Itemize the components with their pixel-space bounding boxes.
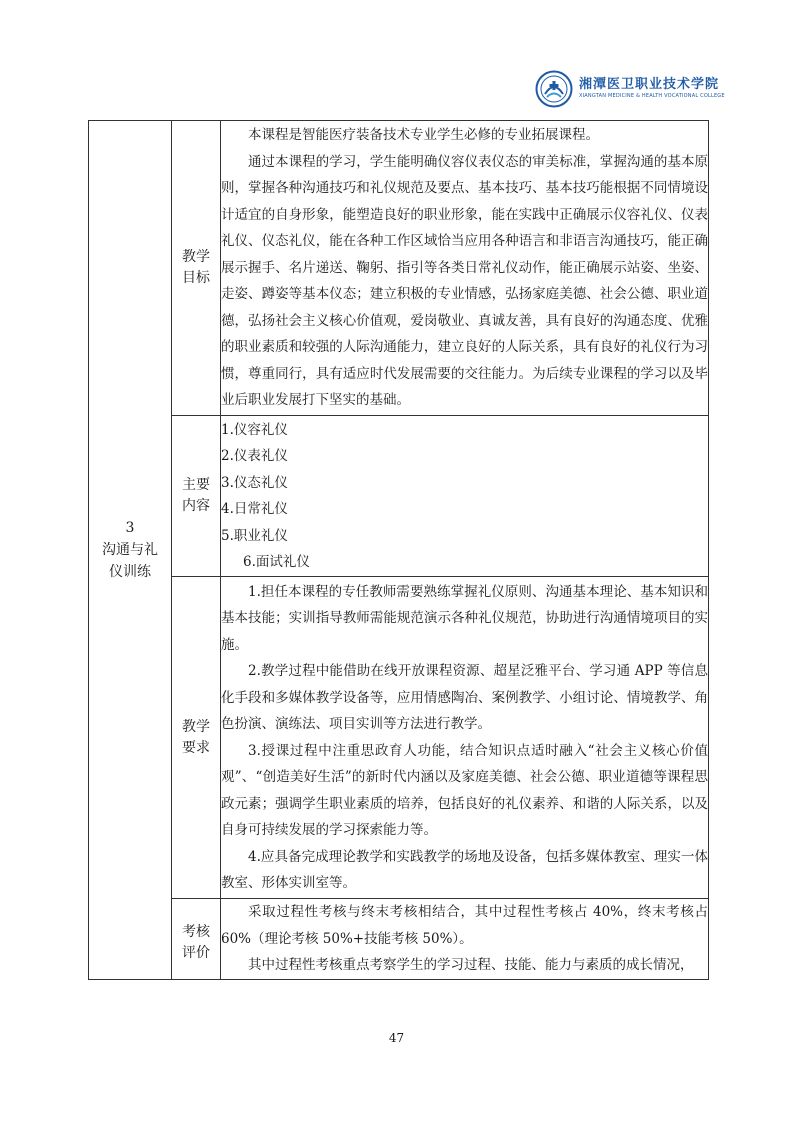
college-logo [535,70,725,110]
requirements-label: 教学 要求 [172,577,221,899]
college-name-en: XIANGTAN MEDICINE & HEALTH VOCATIONAL COLLEGE [579,93,725,99]
requirements-paragraph: 1.担任本课程的专任教师需要熟练掌握礼仪原则、沟通基本理论、基本知识和基本技能；实训指导教师需能规范演示各种礼仪规范，协助进行沟通情境项目的实施。 [221,583,708,653]
objectives-paragraph: 本课程是智能医疗装备技术专业学生必修的专业拓展课程。 [248,127,599,144]
main-content-row [89,416,709,577]
course-name-line1: 沟通与礼 [102,542,158,558]
course-name-line2: 仪训练 [109,564,151,580]
objectives-label: 教学 目标 [172,121,221,416]
requirements-row [89,577,709,899]
list-item: 2.仪表礼仪 [221,448,288,464]
evaluation-paragraph: 其中过程性考核重点考察学生的学习过程、技能、能力与素质的成长情况， [248,957,694,973]
requirements-paragraph: 3.授课过程中注重思政育人功能，结合知识点适时融入“社会主义核心价值观”、“创造美好生活”的新时代内涵以及家庭美德、社会公德、职业道德等课程思政元素；强调学生职业素质的培养，包括良好的礼仪素养、和谐的人际关系，以及自身可持续发展的学习探索能力等。 [221,742,708,838]
evaluation-label: 考核 评价 [172,899,221,980]
main-content-label: 主要 内容 [172,416,221,577]
college-name: 湘潭医卫职业技术学院 [579,77,720,92]
list-item: 4.日常礼仪 [221,501,288,517]
list-item: 6.面试礼仪 [243,554,310,570]
objectives-paragraph: 通过本课程的学习，学生能明确仪容仪表仪态的审美标准，掌握沟通的基本原则，掌握各种沟通技巧和礼仪规范及要点、基本技巧、基本技巧能根据不同情境设计适宜的自身形象，能塑造良好的职业形象，能在实践中正确展示仪容礼仪、仪表礼仪、仪态礼仪，能在各种工作区域恰当应用各种语言和非语言沟通技巧，能正确展示握手、名片递送、鞠躬、指引等各类日常礼仪动作，能正确展示站姿、坐姿、走姿、蹲姿等基本仪态；建立积极的专业情感，弘扬家庭美德、社会公德、职业道德，弘扬社会主义核心价值观，爱岗敬业、真诚友善，具有良好的沟通态度、优雅的职业素质和较强的人际沟通能力，建立良好的人际关系，具有良好的礼仪行为习惯，尊重同行，具有适应时代发展需要的交往能力。为后续专业课程的学习以及毕业后职业发展打下坚实的基础。 [221,153,708,409]
evaluation-paragraph: 采取过程性考核与终末考核相结合，其中过程性考核占 40%，终末考核占 60%（理论考核 50%+技能考核 50%）。 [221,904,708,947]
requirements-paragraph: 4.应具备完成理论教学和实践教学的场地及设备，包括多媒体教室、理实一体教室、形体实训室等。 [221,848,708,891]
evaluation-content [221,899,709,980]
course-table [88,120,709,980]
course-cell [89,121,172,980]
requirements-content [221,577,709,899]
requirements-paragraph: 2.教学过程中能借助在线开放课程资源、超星泛雅平台、学习通 APP 等信息化手段和多媒体教学设备等，应用情感陶冶、案例教学、小组讨论、情境教学、角色扮演、演练法、项目实训等方法进行教学。 [221,663,708,732]
list-item: 5.职业礼仪 [221,527,288,544]
evaluation-row [89,899,709,980]
page-number: 47 [388,1031,405,1045]
college-emblem-icon [535,70,573,108]
list-item: 1.仪容礼仪 [221,421,288,438]
objectives-content [221,121,709,416]
list-item: 3.仪态礼仪 [221,474,288,491]
objectives-row [89,121,709,416]
main-content-list [221,416,709,577]
course-number: 3 [125,520,135,536]
